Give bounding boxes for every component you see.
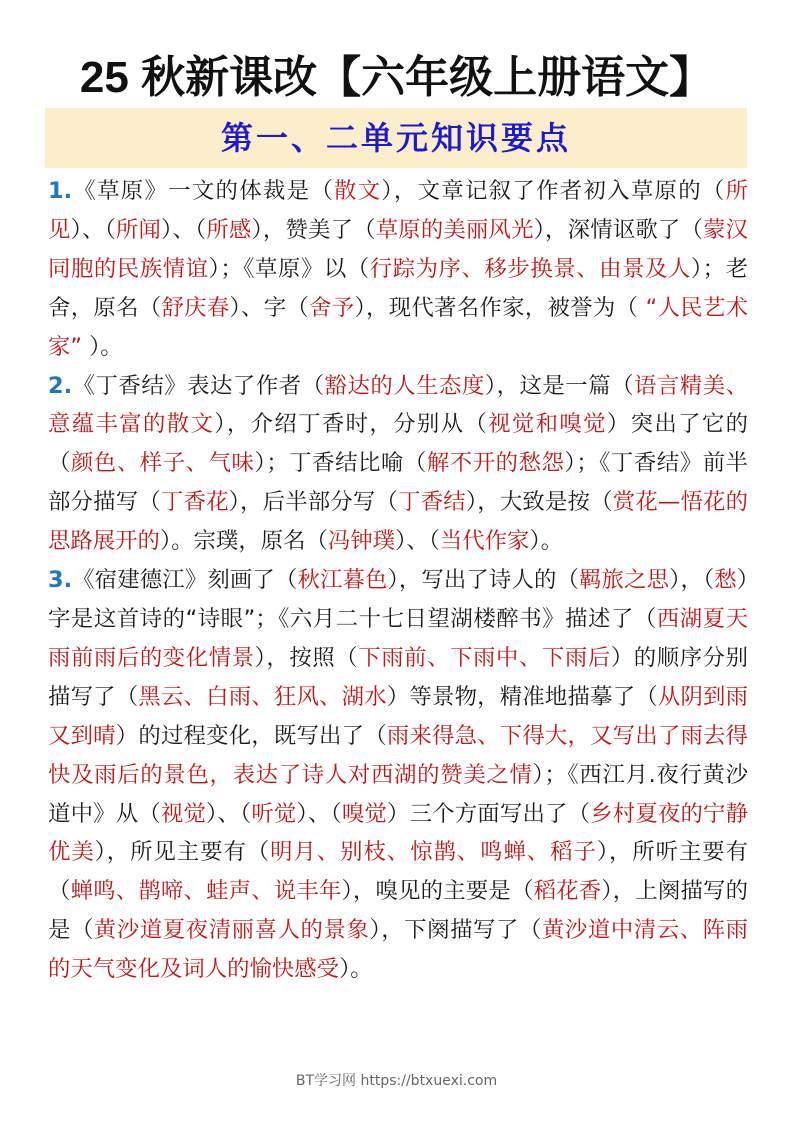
- prompt-text: ）的顺序分别描写了（: [48, 644, 749, 710]
- prompt-text: ）突出了它的（: [48, 411, 749, 477]
- answer-text: 蝉鸣、鹊啼、蛙声、说丰年: [70, 878, 342, 905]
- answer-text: 雨来得急、下得大，又写出了雨去得快及雨后的景色，表达了诗人对西湖的赞美之情: [48, 722, 749, 788]
- answer-text: 乡村夏夜的宁静优美: [48, 800, 749, 866]
- prompt-text: ）、（: [395, 528, 440, 555]
- prompt-text: ）。: [529, 528, 563, 555]
- answer-text: 所见: [48, 178, 749, 243]
- knowledge-points: [48, 172, 748, 989]
- prompt-text: ），嗅见的主要是（: [341, 878, 534, 905]
- prompt-text: ），所听主要有（: [48, 839, 748, 905]
- prompt-text: ），所见主要有（: [94, 839, 271, 866]
- answer-text: 黄沙道夏夜清丽喜人的景象: [93, 917, 370, 944]
- prompt-text: ）、（: [206, 800, 252, 827]
- answer-text: 语言精美、意蕴丰富的散文: [48, 372, 749, 438]
- answer-text: 羁旅之思: [579, 567, 670, 594]
- answer-text: 赏花—悟花的思路展开的: [48, 489, 749, 555]
- section-banner: [45, 108, 747, 168]
- answer-text: 当代作家: [439, 528, 530, 555]
- point-number: 2.: [48, 372, 73, 399]
- point-number: 1.: [48, 178, 73, 204]
- knowledge-point-2: [48, 367, 748, 562]
- answer-text: 黄沙道中清云、阵雨的天气变化及词人的愉快感受: [48, 917, 749, 983]
- prompt-text: ），下阕描写了（: [369, 917, 542, 944]
- answer-text: 冯钟璞: [327, 528, 396, 555]
- prompt-text: ）；《丁香结》前半部分描写（: [48, 450, 749, 516]
- answer-text: 颜色、样子、气味: [70, 450, 255, 477]
- answer-text: 稻花香: [533, 878, 602, 905]
- answer-text: 黑云、白雨、狂风、湖水: [138, 683, 387, 710]
- answer-text: 愁: [714, 567, 737, 594]
- answer-text: 蒙汉同胞的民族情谊: [48, 216, 749, 282]
- prompt-text: ）；丁香结比喻（: [254, 450, 427, 477]
- prompt-text: ），赞美了（: [251, 216, 376, 243]
- answer-text: 西湖夏天雨前雨后的变化情景: [48, 605, 749, 671]
- prompt-text: 《草原》一文的体裁是（: [72, 178, 335, 204]
- answer-text: 舒庆春: [161, 294, 230, 321]
- answer-text: 视觉和嗅觉: [488, 411, 607, 438]
- prompt-text: ）三个方面写出了（: [387, 800, 591, 827]
- prompt-text: ）字是这首诗的“诗眼”；《六月二十七日望湖楼醉书》描述了（: [48, 567, 749, 632]
- prompt-text: ）、（: [70, 216, 116, 243]
- prompt-text: ）。: [82, 333, 123, 360]
- prompt-text: ），现代著名作家，被誉为（: [354, 294, 646, 321]
- prompt-text: ），按照（: [254, 644, 359, 671]
- footer-watermark: BT学习网 https://btxuexi.com: [295, 1073, 498, 1089]
- prompt-text: ），介绍丁香时，分别从（: [214, 411, 489, 438]
- prompt-text: ）；老舍，原名（: [48, 255, 748, 321]
- answer-text: 行踪为序、移步换景、由景及人: [369, 255, 691, 282]
- answer-text: 散文: [334, 178, 382, 204]
- prompt-text: ），大致是按（: [465, 489, 613, 516]
- answer-text: 嗅觉: [341, 800, 387, 827]
- prompt-text: ），写出了诗人的（: [387, 567, 580, 594]
- page-title: 25 秋新课改【六年级上册语文】: [79, 53, 714, 102]
- prompt-text: ）、字（: [229, 294, 310, 321]
- answer-text: 视觉: [160, 800, 207, 827]
- answer-text: 明月、别枝、惊鹊、鸣蝉、稻子: [270, 839, 597, 866]
- answer-text: 下雨前、下雨中、下雨后: [358, 644, 611, 671]
- prompt-text: ）；《西江月.夜行黄沙道中》从（: [48, 761, 749, 827]
- prompt-text: ）等景物，精准地描摹了（: [386, 683, 658, 710]
- prompt-text: ）。宗璞，原名（: [159, 528, 328, 555]
- prompt-text: ），深情讴歌了（: [533, 216, 704, 243]
- prompt-text: ）、（: [296, 800, 342, 827]
- prompt-text: ），（: [669, 567, 715, 594]
- answer-text: 听觉: [251, 800, 297, 827]
- answer-text: 丁香花: [160, 489, 229, 516]
- answer-text: 从阴到雨又到晴: [48, 683, 749, 749]
- prompt-text: ），后半部分写（: [228, 489, 399, 516]
- answer-text: 豁达的人生态度: [324, 372, 485, 399]
- prompt-text: ）；《草原》以（: [208, 255, 370, 282]
- prompt-text: ）、（: [161, 216, 207, 243]
- answer-text: 所闻: [115, 216, 162, 243]
- answer-text: 草原的美丽风光: [375, 216, 534, 243]
- prompt-text: ）。: [339, 956, 373, 983]
- answer-text: 秋江暮色: [297, 567, 388, 594]
- prompt-text: 《宿建德江》刻画了（: [72, 567, 298, 594]
- answer-text: 解不开的愁怨: [426, 450, 565, 477]
- prompt-text: ），文章记叙了作者初入草原的（: [381, 178, 726, 204]
- knowledge-point-1: [48, 172, 748, 367]
- prompt-text: 《丁香结》表达了作者（: [72, 372, 325, 399]
- answer-text: 舍予: [309, 294, 355, 321]
- prompt-text: ）的过程变化，既写出了（: [115, 722, 387, 749]
- prompt-text: ），上阕描写的是（: [48, 878, 749, 944]
- point-number: 3.: [48, 567, 73, 594]
- answer-text: “人民艺术家”: [48, 294, 749, 360]
- knowledge-point-3: [48, 561, 748, 989]
- section-subtitle: 第一、二单元知识要点: [220, 119, 571, 157]
- answer-text: 丁香结: [398, 489, 466, 516]
- prompt-text: ），这是一篇（: [484, 372, 634, 399]
- answer-text: 所感: [206, 216, 252, 243]
